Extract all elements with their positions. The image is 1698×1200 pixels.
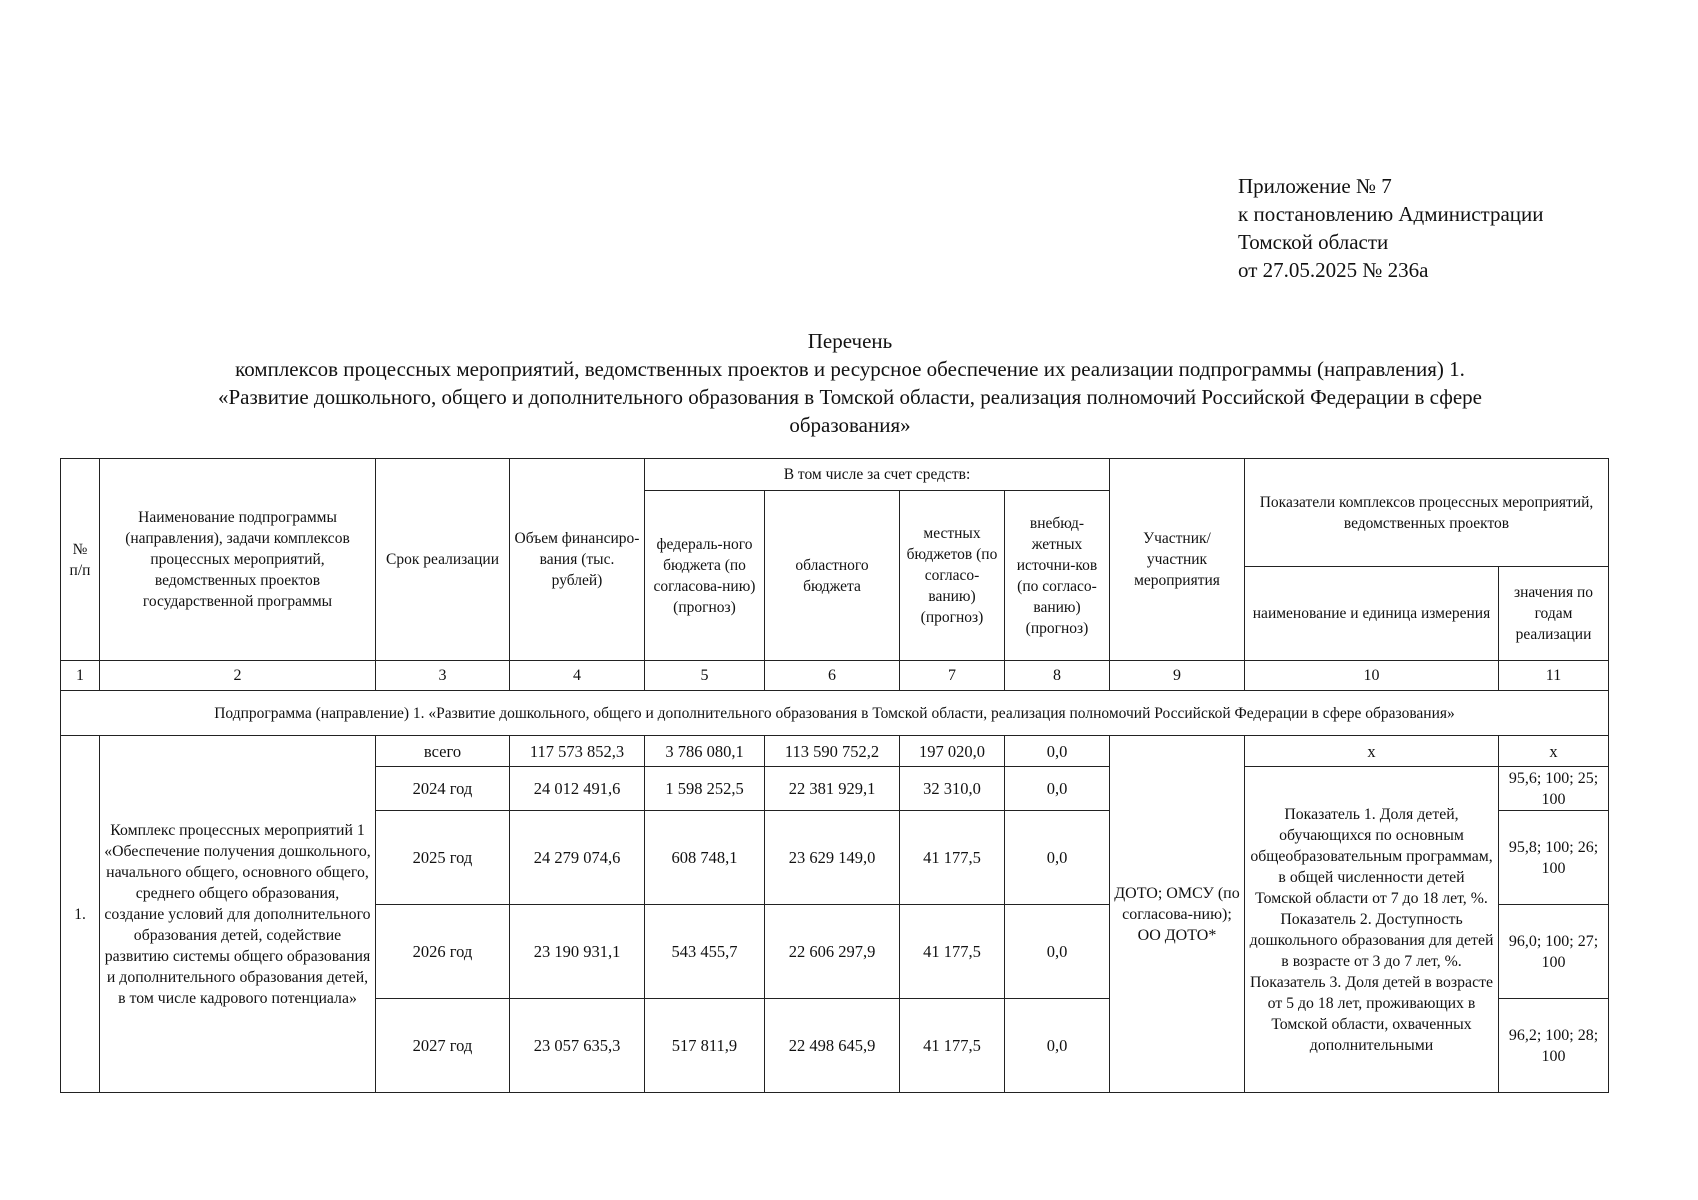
federal-cell: 517 811,9	[645, 999, 765, 1093]
header-regional: областного бюджета	[765, 491, 900, 661]
title-line: образования»	[789, 413, 911, 437]
column-number: 11	[1499, 661, 1609, 691]
local-cell: 32 310,0	[900, 767, 1005, 811]
appendix-line: к постановлению Администрации	[1238, 202, 1544, 226]
indicator-description: Показатель 1. Доля детей, обучающихся по основным общеобразовательным программам, в общей численности детей Томской области от 7 до 18 лет, %. Показатель 2. Доступность дошкольного образования для детей в возрасте от 3 до 7 лет, %. Показатель 3. Доля детей в возрасте от 5 до 18 лет, проживающих в Томской области, охваченных дополнительными	[1245, 767, 1499, 1093]
regional-cell: 113 590 752,2	[765, 736, 900, 767]
header-local: местных бюджетов (по согласо-ванию) (прогноз)	[900, 491, 1005, 661]
indicator-values-cell: 95,8; 100; 26; 100	[1499, 811, 1609, 905]
title-line: «Развитие дошкольного, общего и дополнительного образования в Томской области, реализация полномочий Российской Федерации в сфере	[217, 385, 1483, 409]
federal-cell: 3 786 080,1	[645, 736, 765, 767]
regional-cell: 22 606 297,9	[765, 905, 900, 999]
period-cell: 2025 год	[376, 811, 510, 905]
appendix-header	[1238, 172, 1544, 284]
appendix-line: Томской области	[1238, 230, 1389, 254]
header-including: В том числе за счет средств:	[645, 459, 1110, 491]
subprogram-row: Подпрограмма (направление) 1. «Развитие дошкольного, общего и дополнительного образования в Томской области, реализация полномочий Российской Федерации в сфере образования»	[61, 691, 1609, 736]
column-number: 8	[1005, 661, 1110, 691]
complex-number: 1.	[61, 736, 100, 1093]
column-number: 10	[1245, 661, 1499, 691]
federal-cell: 1 598 252,5	[645, 767, 765, 811]
appendix-line: от 27.05.2025 № 236а	[1238, 258, 1429, 282]
table-row	[61, 736, 1609, 767]
regional-cell: 23 629 149,0	[765, 811, 900, 905]
appendix-line: Приложение № 7	[1238, 174, 1392, 198]
offbudget-cell: 0,0	[1005, 905, 1110, 999]
title-line: комплексов процессных мероприятий, ведомственных проектов и ресурсное обеспечение их реализации подпрограммы (направления) 1.	[235, 357, 1465, 381]
volume-cell: 24 012 491,6	[510, 767, 645, 811]
offbudget-cell: 0,0	[1005, 736, 1110, 767]
header-participant: Участник/ участник мероприятия	[1110, 459, 1245, 661]
document-title	[60, 327, 1640, 439]
column-number: 6	[765, 661, 900, 691]
period-cell: 2026 год	[376, 905, 510, 999]
indicator-values-cell: 96,0; 100; 27; 100	[1499, 905, 1609, 999]
regional-cell: 22 498 645,9	[765, 999, 900, 1093]
column-number: 4	[510, 661, 645, 691]
indicator-values-cell: 95,6; 100; 25; 100	[1499, 767, 1609, 811]
volume-cell: 23 057 635,3	[510, 999, 645, 1093]
offbudget-cell: 0,0	[1005, 811, 1110, 905]
column-number: 3	[376, 661, 510, 691]
volume-cell: 23 190 931,1	[510, 905, 645, 999]
program-table	[60, 458, 1609, 1093]
participant-cell: ДОТО; ОМСУ (по согласова-нию); ОО ДОТО*	[1110, 736, 1245, 1093]
federal-cell: 608 748,1	[645, 811, 765, 905]
local-cell: 41 177,5	[900, 811, 1005, 905]
title-line: Перечень	[807, 329, 893, 353]
column-number: 5	[645, 661, 765, 691]
local-cell: 197 020,0	[900, 736, 1005, 767]
header-indicator-values: значения по годам реализации	[1499, 567, 1609, 661]
period-cell: 2024 год	[376, 767, 510, 811]
period-cell: всего	[376, 736, 510, 767]
volume-cell: 24 279 074,6	[510, 811, 645, 905]
header-offbudget: внебюд-жетных источни-ков (по согласо-ванию) (прогноз)	[1005, 491, 1110, 661]
header-name: Наименование подпрограммы (направления), задачи комплексов процессных мероприятий, ведомственных проектов государственной программы	[100, 459, 376, 661]
complex-name: Комплекс процессных мероприятий 1 «Обеспечение получения дошкольного, начального общего, основного общего, среднего общего образования, создание условий для дополнительного образования детей, содействие развитию системы общего образования и дополнительного образования детей, в том числе кадрового потенциала»	[100, 736, 376, 1093]
header-volume: Объем финансиро-вания (тыс. рублей)	[510, 459, 645, 661]
volume-cell: 117 573 852,3	[510, 736, 645, 767]
column-number: 7	[900, 661, 1005, 691]
local-cell: 41 177,5	[900, 999, 1005, 1093]
indicator-name-cell: х	[1245, 736, 1499, 767]
header-indicators: Показатели комплексов процессных мероприятий, ведомственных проектов	[1245, 459, 1609, 567]
header-indicator-name: наименование и единица измерения	[1245, 567, 1499, 661]
header-period: Срок реализации	[376, 459, 510, 661]
column-number: 9	[1110, 661, 1245, 691]
period-cell: 2027 год	[376, 999, 510, 1093]
federal-cell: 543 455,7	[645, 905, 765, 999]
indicator-values-cell: х	[1499, 736, 1609, 767]
offbudget-cell: 0,0	[1005, 767, 1110, 811]
offbudget-cell: 0,0	[1005, 999, 1110, 1093]
header-federal: федераль-ного бюджета (по согласова-нию) (прогноз)	[645, 491, 765, 661]
regional-cell: 22 381 929,1	[765, 767, 900, 811]
column-number: 2	[100, 661, 376, 691]
indicator-values-cell: 96,2; 100; 28; 100	[1499, 999, 1609, 1093]
column-number: 1	[61, 661, 100, 691]
local-cell: 41 177,5	[900, 905, 1005, 999]
header-no: № п/п	[61, 459, 100, 661]
